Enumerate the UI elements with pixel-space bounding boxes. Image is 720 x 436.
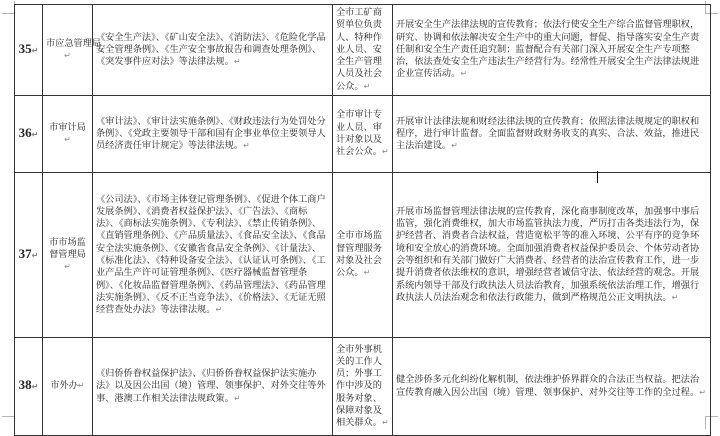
paragraph-mark-icon: ↵ [64, 51, 71, 61]
content-cell[interactable] [393, 338, 711, 436]
row-number: 36 [18, 124, 32, 140]
law-publicity-table [14, 4, 711, 436]
paragraph-mark-icon: ↵ [451, 141, 458, 151]
laws-cell[interactable] [93, 5, 333, 96]
table-row [15, 96, 711, 173]
row-number: 38 [18, 377, 32, 393]
content-text: 开展市场监督管理法律法规的宣传教育，深化商事制度改革，加强事中事后监管，强化消费维权，加大市场监管执法力度，严厉打击各类违法行为，保护经营者、消费者合法权益，营造宽松平等的准入环境、公平有序的竞争环境和安全放心的消费环境。全面加强消费者权益保护委员会、个体劳动者协会等组织和有关部门做好广大消费者、经营者的法治宣传教育工作，进一步提升消费者依法维权的意识，增强经营者诚信守法、依法经营的观念。开展系统内领导干部及行政执法人员法治教育，加强系统依法治理工作，增强行政执法人员法治观念和依法行政能力，做到严格规范公正文明执法。 [396, 205, 700, 303]
paragraph-mark-icon: ↵ [77, 381, 85, 391]
table-row [15, 173, 711, 338]
target-cell[interactable] [333, 96, 393, 173]
content-text: 开展审计法律法规和财经法律法规的宣传教育；依照法律法规规定的职权和程序，进行审计监督。全面监督财政财务收支的真实、合法、效益，推进民主法治建设。 [396, 115, 700, 152]
target-text: 全市工矿商贸单位负责人、特种作业人员、安全生产管理人员及社会公众。 [336, 7, 382, 92]
laws-text: 《安全生产法》、《矿山安全法》、《消防法》、《危险化学品安全管理条例》、《生产安全事故报告和调查处理条例》、《突发事件应对法》等法律法规。 [96, 31, 326, 68]
target-cell[interactable] [333, 5, 393, 96]
unit-cell[interactable] [43, 338, 93, 436]
target-cell[interactable] [333, 338, 393, 436]
paragraph-mark-icon: ↵ [64, 135, 71, 145]
row-number-cell[interactable] [15, 173, 43, 338]
target-cell[interactable] [333, 173, 393, 338]
paragraph-mark-icon: ↵ [31, 382, 39, 392]
paragraph-mark-icon: ↵ [215, 305, 223, 315]
laws-text: 《公司法》、《市场主体登记管理条例》、《促进个体工商户发展条例》、《消费者权益保护法》、《广告法》、《商标法》、《商标法实施条例》、《专利法》、《禁止传销条例》、《直销管理条例》、《产品质量法》、《食品安全法》、《食品安全法实施条例》、《安徽省食品安全条例》、《计量法》、《标准化法》、《特种设备安全法》、《认证认可条例》、《工业产品生产许可证管理条例》、《医疗器械监督管理条例》、《化妆品监督管理条例》、《药品管理法》、《药品管理法实施条例》、《反不正当竞争法》、《价格法》、《无证无照经营查处办法》等法律法规。 [96, 193, 326, 316]
unit-name: 市外办 [50, 380, 78, 392]
target-text: 全市外事机关的工作人员；外事工作中涉及的服务对象、保障对象及相关群众。 [336, 343, 382, 429]
paragraph-mark-icon: ↵ [31, 250, 39, 260]
paragraph-mark-icon: ↵ [64, 262, 71, 272]
laws-text: 《归侨侨眷权益保护法》、《归侨侨眷权益保护法实施办法》以及因公出国（境）管理、领事保护、对外交往等外事、港澳工作相关法律法规政策。 [96, 368, 326, 404]
table-row [15, 5, 711, 96]
paragraph-mark-icon: ↵ [233, 393, 241, 403]
row-number: 35 [18, 40, 32, 56]
content-cell[interactable] [393, 96, 711, 173]
laws-cell[interactable] [93, 338, 333, 436]
paragraph-mark-icon: ↵ [381, 418, 389, 428]
content-text: 开展安全生产法律法规的宣传教育；依法行使安全生产综合监督管理职权，研究、协调和依法解决安全生产中的重大问题，督促、指导落实安全生产责任制和安全生产责任追究制；监督配合有关部门深入开展安全生产专项整治，依法查处安全生产违法生产经营行为。经常性开展安全生产法律法规进企业宣传活动。 [396, 19, 700, 80]
paragraph-mark-icon: ↵ [363, 268, 371, 278]
paragraph-mark-icon: ↵ [671, 292, 679, 302]
row-number-cell[interactable] [15, 5, 43, 96]
laws-text: 《审计法》、《审计法实施条例》、《财政违法行为处罚处分条例》、《党政主要领导干部和国有企事业单位主要领导人员经济责任审计规定》等法律法规。 [96, 115, 326, 152]
row-number: 37 [18, 245, 32, 261]
table-row [15, 338, 711, 436]
paragraph-mark-icon: ↵ [233, 57, 241, 67]
target-text: 全市审计专业人员、审计对象以及社会公众。 [336, 109, 382, 158]
unit-name: 市市场监督管理局 [49, 236, 86, 260]
paragraph-mark-icon: ↵ [243, 141, 250, 151]
row-number-cell[interactable] [15, 96, 43, 173]
text-cursor [597, 171, 598, 183]
content-cell[interactable] [393, 5, 711, 96]
unit-cell[interactable] [43, 5, 102, 96]
laws-cell[interactable] [93, 96, 333, 173]
row-number-cell[interactable] [15, 338, 43, 436]
content-text: 健全涉侨多元化纠纷化解机制，依法维护侨界群众的合法正当权益。把法治宣传教育融入因公出国（境）管理、领事保护、对外交往等工作的全过程。 [396, 374, 700, 398]
unit-cell[interactable] [43, 173, 93, 338]
unit-name: 市应急管理局 [46, 37, 102, 49]
content-cell[interactable] [393, 173, 711, 338]
unit-cell[interactable] [43, 96, 93, 173]
unit-name: 市审计局 [49, 121, 86, 133]
laws-cell[interactable] [93, 173, 333, 338]
paragraph-mark-icon: ↵ [31, 129, 39, 139]
paragraph-mark-icon: ↵ [699, 387, 706, 397]
target-text: 全市市场监督管理服务对象及社会公众。 [336, 230, 382, 279]
paragraph-mark-icon: ↵ [363, 81, 371, 91]
paragraph-mark-icon: ↵ [460, 69, 468, 79]
paragraph-mark-icon: ↵ [31, 45, 39, 55]
paragraph-mark-icon: ↵ [381, 147, 389, 157]
